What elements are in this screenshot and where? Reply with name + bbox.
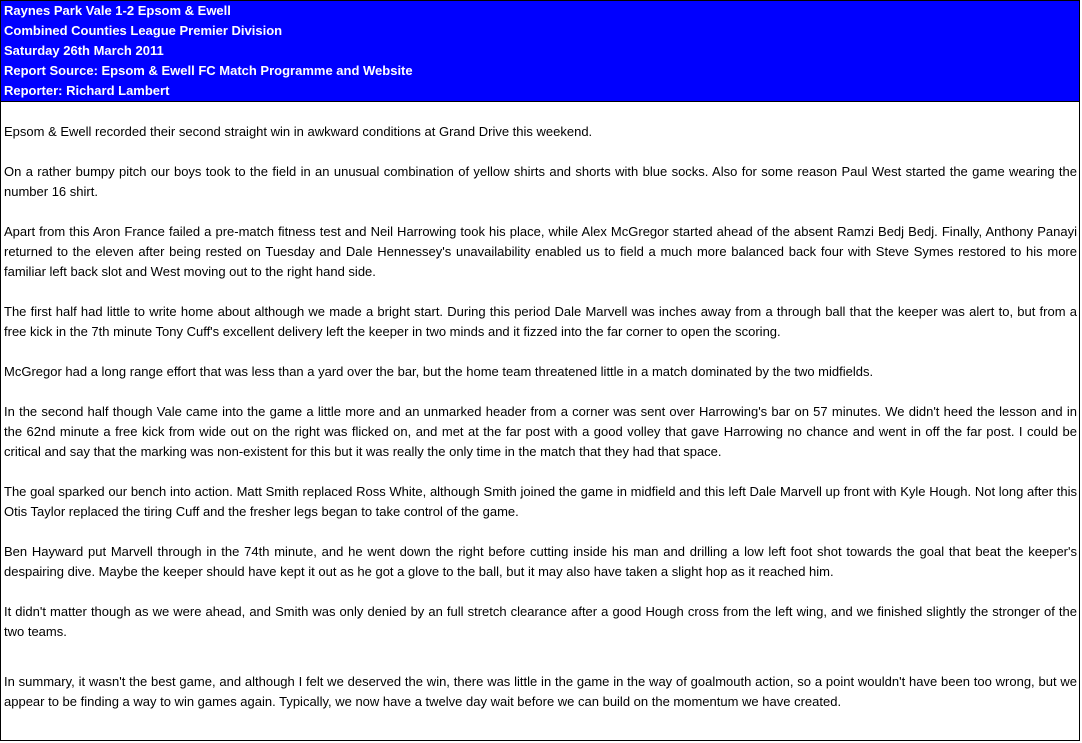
report-paragraph: In the second half though Vale came into the game a little more and an unmarked header from a corner was sent over Harrowing's bar on 57 minutes. We didn't heed the lesson and in the 62nd minute a free kick from wide out on the right was flicked on, and met at the far post with a good volley that gave Harrowing no chance and went in off the far post. I could be critical and say that the marking was non-existent for this but it was really the only time in the match that they had that space. xyxy=(4,404,1077,459)
report-source: Report Source: Epsom & Ewell FC Match Programme and Website xyxy=(4,63,413,78)
report-paragraph: McGregor had a long range effort that was less than a yard over the bar, but the home team threatened little in a match dominated by the two midfields. xyxy=(4,364,874,379)
match-title: Raynes Park Vale 1-2 Epsom & Ewell xyxy=(4,3,231,18)
reporter-name: Reporter: Richard Lambert xyxy=(4,83,170,98)
match-date: Saturday 26th March 2011 xyxy=(4,43,164,58)
report-paragraph: In summary, it wasn't the best game, and although I felt we deserved the win, there was little in the game in the way of goalmouth action, so a point wouldn't have been too wrong, but we appear to be finding a way to win games again. Typically, we now have a twelve day wait before we can build on the momentum we have created. xyxy=(4,674,1077,709)
report-paragraph: On a rather bumpy pitch our boys took to the field in an unusual combination of yellow shirts and shorts with blue socks. Also for some reason Paul West started the game wearing the number 16 shirt. xyxy=(4,164,1077,199)
report-paragraph: Apart from this Aron France failed a pre-match fitness test and Neil Harrowing took his place, while Alex McGregor started ahead of the absent Ramzi Bedj Bedj. Finally, Anthony Panayi returned to the eleven after being rested on Tuesday and Dale Hennessey's unavailability enabled us to field a much more balanced back four with Steve Symes restored to his more familiar left back slot and West moving out to the right hand side. xyxy=(4,224,1077,279)
report-paragraph: The goal sparked our bench into action. Matt Smith replaced Ross White, although Smith joined the game in midfield and this left Dale Marvell up front with Kyle Hough. Not long after this Otis Taylor replaced the tiring Cuff and the fresher legs began to take control of the game. xyxy=(4,484,1077,519)
report-paragraph: It didn't matter though as we were ahead, and Smith was only denied by an full stretch clearance after a good Hough cross from the left wing, and we finished slightly the stronger of the two teams. xyxy=(4,604,1077,639)
report-paragraph: The first half had little to write home about although we made a bright start. During this period Dale Marvell was inches away from a through ball that the keeper was alert to, but from a free kick in the 7th minute Tony Cuff's excellent delivery left the keeper in two minds and it fizzed into the far corner to open the scoring. xyxy=(4,304,1077,339)
report-header xyxy=(1,1,1079,102)
competition-name: Combined Counties League Premier Division xyxy=(4,23,283,38)
report-paragraph: Epsom & Ewell recorded their second straight win in awkward conditions at Grand Drive this weekend. xyxy=(4,124,593,139)
report-paragraph: Ben Hayward put Marvell through in the 74th minute, and he went down the right before cutting inside his man and drilling a low left foot shot towards the goal that beat the keeper's despairing dive. Maybe the keeper should have kept it out as he got a glove to the ball, but it may also have taken a slight hop as it reached him. xyxy=(4,544,1077,579)
report-body xyxy=(1,102,1079,712)
